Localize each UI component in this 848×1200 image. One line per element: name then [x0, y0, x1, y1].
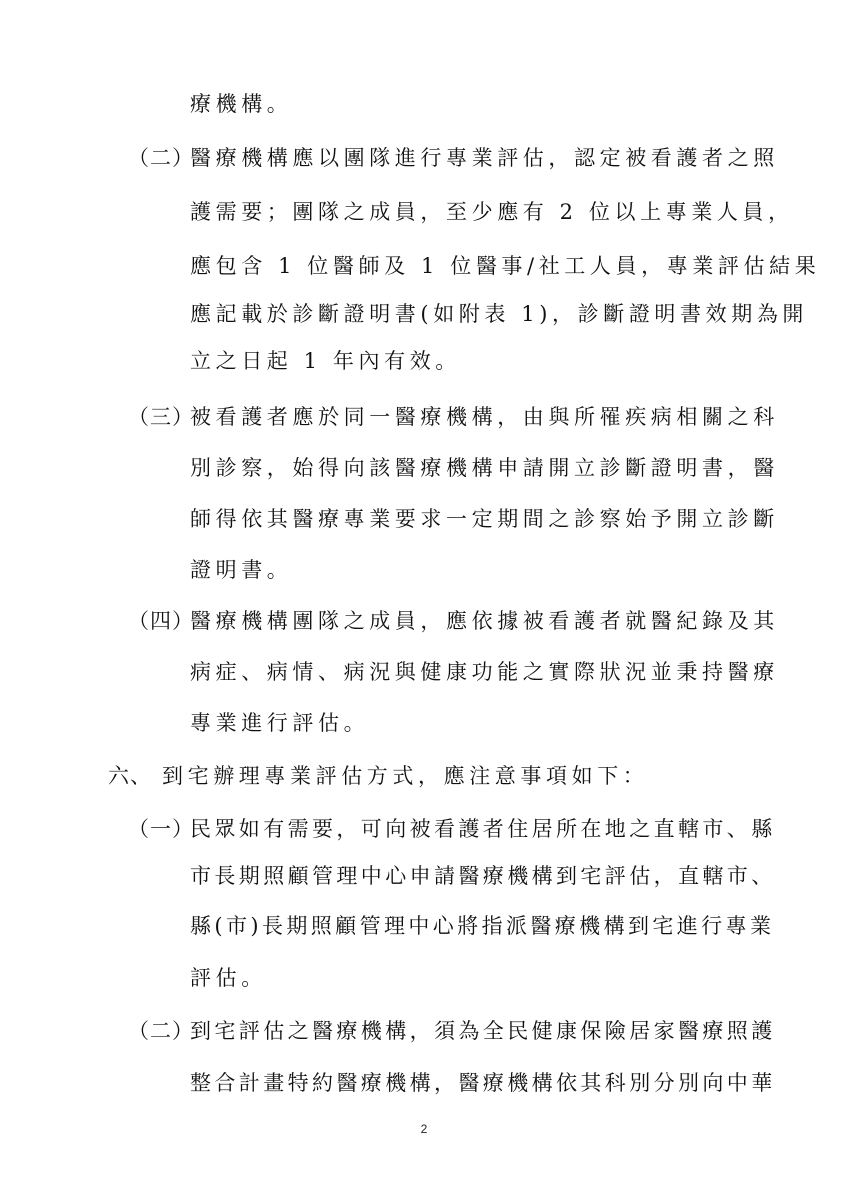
paragraph-line: 評估。 — [190, 966, 267, 990]
paragraph-line: 病症、病情、病況與健康功能之實際狀況並秉持醫療 — [190, 660, 779, 684]
paragraph-line: 縣(市)長期照顧管理中心將指派醫療機構到宅進行專業 — [190, 914, 775, 938]
paragraph-line: 市長期照顧管理中心申請醫療機構到宅評估，直轄市、 — [190, 864, 776, 888]
paragraph-line: 醫療機構應以團隊進行專業評估，認定被看護者之照 — [190, 146, 779, 170]
paragraph-line: 證明書。 — [190, 558, 293, 582]
item-label: （三） — [128, 405, 194, 429]
paragraph-line: 別診察，始得向該醫療機構申請開立診斷證明書，醫 — [190, 456, 779, 480]
paragraph-line: 護需要；團隊之成員，至少應有 2 位以上專業人員， — [190, 200, 794, 224]
paragraph-line: 被看護者應於同一醫療機構，由與所罹疾病相關之科 — [190, 405, 779, 429]
paragraph-line: 到宅評估之醫療機構，須為全民健康保險居家醫療照護 — [190, 1019, 776, 1043]
item-label: （二） — [128, 1019, 194, 1043]
paragraph-line: 醫療機構團隊之成員，應依據被看護者就醫紀錄及其 — [190, 609, 779, 633]
item-label: （一） — [128, 817, 194, 841]
paragraph-line: 應包含 1 位醫師及 1 位醫事/社工人員，專業評估結果 — [190, 254, 821, 278]
section-label: 六、 — [108, 764, 152, 788]
paragraph-line: 立之日起 1 年內有效。 — [190, 349, 461, 373]
paragraph-line: 師得依其醫療專業要求一定期間之診察始予開立診斷 — [190, 507, 779, 531]
paragraph-line: 整合計畫特約醫療機構，醫療機構依其科別分別向中華 — [190, 1071, 776, 1095]
section-heading: 到宅辦理專業評估方式，應注意事項如下： — [162, 764, 649, 788]
paragraph-line: 療機構。 — [190, 92, 293, 116]
item-label: （四） — [128, 609, 194, 633]
paragraph-line: 民眾如有需要，可向被看護者住居所在地之直轄市、縣 — [190, 817, 776, 841]
page-number: 2 — [420, 1122, 428, 1136]
paragraph-line: 專業進行評估。 — [190, 711, 370, 735]
paragraph-line: 應記載於診斷證明書(如附表 1)，診斷證明書效期為開 — [190, 302, 809, 326]
item-label: （二） — [128, 146, 194, 170]
